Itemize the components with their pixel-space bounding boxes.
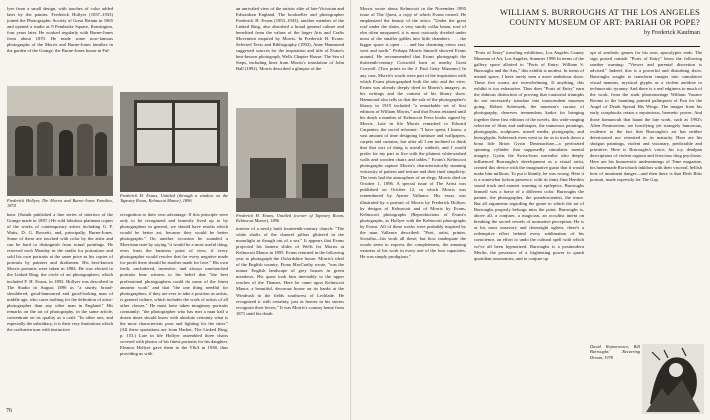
left-col1-bottom-text bbox=[7, 212, 113, 410]
photo-morris-burne-jones-families bbox=[7, 86, 113, 196]
paragraph: ham. (Sutnik published a fine series of interiors of the Grange made in 1887.) He sold fabulous platinum copies of the works of contemporary artists including G. F. Watts, D. G. Rossetti, and, principally, Burne-Jones. Some of these are touched with color by the artist and can be hard to distinguish from actual paintings. He reserved each Monday in the studio for portraiture and sold his own portraits at the same price as his copies of portraits by painters and draftsmen. His best-known Morris portraits were taken in 1884. He was elected to the Linked Ring, the circle of art photographers, which included F. H. Evans, in 1892. Hollyer was described in The Studio in August 1896 as "a sturdy, broad-shouldered, good-humoured and good-looking man of middle age, who cares nothing for the definition of artist-photographer than any other man in England." His remarks on the art of photography, in the same article, concentrate on its quality as a craft: "In other arts, and especially the subsidiary, it is their very limitations which the craftsmen turn with instinctive bbox=[7, 212, 113, 332]
left-col1-top-text bbox=[7, 6, 113, 84]
paragraph: opt of aesthetic genres for his own, apocalyptic ends. The sign posted outside "Ports of Entry" bears the following somber warning: "Viewer and parental discretion is advised." Indeed, this is a powerful and disturbing show. Burroughs sought to transform images into cumulative visual mantras, mystical glyphs as a violent antidote to technocratic tyranny. And there is a real edginess to much of the work, from the stark photomontage William Vaxaire Rooms to the haunting painted palimpsest of Fun for the Angel of Death Spread His Wings. The images from his early scrapbooks retain a mysterious, hermetic power. And those homunculi that haunt the late work, such as 1992's Alien Postmortem, are horrifying yet strangely humorous, evidence to the fact that Burroughs's art has neither deteriorated nor retreated in its maturity. Here are his shotgun paintings, violent and visionary, predictable and primitive. Here is Burroughs's voice, his icy, deadpan descriptions of violent orgasm and ferocious drug psychosis. Here are his homoerotic underminings of Time magazine, his homemade Rorschach inkblots with their visceral, hellish host of imminent danger—and then there is that Herb Ritts portrait, made expressly for The Gap. bbox=[590, 50, 702, 182]
photo4-caption: David Wojnarowicz, Bill Burroughs' Recurring Dream, 1978 bbox=[590, 344, 640, 360]
paragraph: an unrivaled view of the artistic elite of late-Victorian and Edwardian England. The bookseller and photographer Frederick H. Evans (1853–1943), another member of the Linked Ring, also absorbed a broad general culture and benefited from the values of the larger Arts and Crafts Movement inspired by Morris. In Frederick H. Evans: Selected Texts and Bibliography (1992), Anne Hammond suggested sources for the inspiration and title of Evans's best-known photograph, Wells Chapter House: The Sea of Steps, including lines from Morris's translation of John Ball (1892). Morris described a glimpse of the bbox=[236, 6, 344, 72]
artwork-drawing bbox=[642, 344, 704, 414]
paragraph: interior of a newly built fourteenth-century church: "The white shafts of the chancel pillars glittered in the moonlight as though out of a sea." It appears that Evans projected his lantern slides of Wells for Morris at Kelmscott Manor in 1895. Evans returned in the following year to photograph the Oxfordshire house. Morris's ideal of the English country, Fiona MacCarthy wrote, "was the manor English landscape of grey houses in green meadows. His quest took him inevitably to the upper reaches of the Thames. Here he came upon Kelmscott Manor, a beautiful, decorous house on its banks at the Windrush in the fields southwest of Lechlade. He recognized it with certainty, just as heroes in his stories recognize their lovers." It was Morris's country home from 1871 until his death. bbox=[236, 226, 344, 316]
right-col2-text bbox=[474, 50, 584, 410]
paragraph: Morris wrote about Kelmscott in the November 1895 issue of The Quest, a copy of which Evans owned. He emphasized the beauty of the attics: "Under the great roof under the slates, a very sturdy collar beam, roof of elm often unsquared, it is most curiously divided under most of the smaller gables into little chambers . . . the bigger space is open . . . and has charming views east, west and north." Perhaps Morris himself showed Evans around. He recommended that Evans photograph the thirteenth-century Cotswold barn at nearby Great Coxwell. (Two prints in the J. Paul Getty Museum.) In any case, Morris's words were part of the inspiration with which Evans photographed both the attic and the view. Evans was already deeply dyed in Morris's imagery, as his writings and the content of his library show. Hammond also tells us that the sale of the photographer's library in 1919 included "a remarkable set of first editions of William Morris," and that Evans retained until his death a number of Kelmscott Press books signed by Morris. Late in life Morris remarked to Edward Carpenter, the social reformer: "I have spent, I know, a vast amount of time designing furniture and wallpapers, carpets and curtains; but after all I am inclined to think that that sort of thing is mostly rubbish, and I would prefer for my part to live with the plainest whitewashed walls and wooden chairs and tables." Evans's Kelmscott photographs capture Morris's characteristically stunning virtuosity of pattern and texture and their final simplicity. The texts had the atmosphere of an elegy. Morris died on October 1, 1896. A special issue of The Artist was published on October 12, in which Morris was remembered by Aymer Vallance. His essay was illustrated by a portrait of Morris by Frederick Hollyer, by designs of Kelmscott and of Morris by Evans, Kelmscott photographs (Reproductions of Evans's photographs, as Hollyer with the Kelmscott photographs by Evans. All of these works were probably inspired by the man Vallance described: "Poet, artist, printer, Socialist—his work all these; but how inadequate the words seem to express the completeness, the amazing vastness of his work in every one of the four capacities. He was simply prodigious." bbox=[360, 6, 466, 259]
artwork-wojnarowicz-dream bbox=[642, 344, 704, 414]
photo-evans-tapestry-window bbox=[120, 92, 228, 192]
photo1-caption: Frederick Hollyer, The Morris and Burne-Jones Families, 1874 bbox=[7, 198, 113, 209]
left-col3-top-text bbox=[236, 6, 344, 106]
paragraph: recognition to their own advantage. If this principle were only to be recognized and honestly lived up to by photographers in general, we should have results which would be better art, because they would be better photographs." On another occasion he sounded a Morrisian note by saying "it would be a most useful thing, even from the business point of view, if every photographer would resolve that for every negative made for profit there should be another made for love." His own fresh, uncluttered, inventive, and always unretouched portraits bear witness to his belief that "the best professional photographers could do some of the finest amateur work" and that "the one thing needful for photographers, if they are ever to take a position as artists, is general culture, which includes the work of artists of all other classes." He must have taken imaginary portraits constantly: "the photographer who has met a man half a dozen times should know with absolute certainty what is the most characteristic pose and lighting for the sitter." (All these quotations are from Harker, The Linked Ring, p. 153.) Late in life Hollyer assembled three chairs covered with photos of his finest portraits for his daughter. Eleanor Hollyer gave them to the V&A in 1938, thus providing us with bbox=[120, 212, 228, 357]
article-title: WILLIAM S. BURROUGHS AT THE LOS ANGELES COUNTY MUSEUM OF ART: PARIAH OR POPE? bbox=[499, 7, 700, 27]
right-page bbox=[352, 0, 710, 420]
photo-evans-tapestry-corner bbox=[236, 108, 344, 212]
photo2-caption: Frederick H. Evans, Untitled (through a window on the Tapestry Room, Kelmscott Manor), 1896 bbox=[120, 193, 228, 204]
photo3-caption: Frederick H. Evans, Untitled (corner of Tapestry Room, Kelmscott Manor), 1896 bbox=[236, 213, 344, 224]
left-page bbox=[0, 0, 351, 420]
paragraph: lyer from a small design, with touches of color added later by the painter. Frederick Hollyer (1837–1933) joined the Photographic Society of Great Britain in 1865 and opened a studio at 9 Pembroke Square, Kensington, four years later. He worked regularly with Burne-Jones from about 1870. He made some now-famous photographs of the Morris and Burne-Jones families in the garden of the Grange, the Burne-Jones house in Ful- bbox=[7, 6, 113, 54]
article-header bbox=[474, 8, 700, 36]
right-col3-text bbox=[590, 50, 702, 342]
paragraph: "Ports of Entry" traveling exhibition, Los Angeles County Museum of Art, Los Angeles, Summer 1996 In terms of the gallery space allotted to "Ports of Entry: William S. Burroughs and the Arts," this exhibit is modest. In terms of mental space, I have rarely seen a more ambitious show. These five rooms are overwhelming. If anything, this exhibit is too exhaustive. Thus does "Ports of Entry" earn the dubious distinction of proving that curatorial triumphs do not necessarily translate into transcendent museum going. Robert Sobieszek, the museum's curator of photography, deserves tremendous kudos for bringing together these first editions of the novels, this wide-ranging selection of films and audiotapes, the numerous paintings, photographs, sculptures, mixed media, pictographs, and hieroglyphs. Sobieszek even went so far as to track down a bona fide Brion Gysin Dreamachine—a perforated spinning cylinder that supposedly stimulates mental imagery. Gysin, the Swiss-born surrealist who deeply influenced Burroughs's development as a visual artist, created this device with the imaginative gusto that it would make him millions. To put it bluntly, he was wrong. Here it is a somewhat forlorn presence, with its tinny Jimi Hendrix sound track and earnest warning to epileptics. Burroughs himself was a horse of a different color. Burroughs the painter, the photographer, the pseudoscientist, the muse. But all arguments regarding the genre to which the art of Burroughs properly belongs miss the point. Burroughs is, above all, a conjurer, a magician, an occultist intent on breaking the sacred vessels of normative perception. He is at his most unsavory and downright ugliest, there's a redemptive effort behind every sublimation of his conscience, an effort to undo the cultural spell with which we've all been hypnotized. Burroughs is a postmodern Merlin, the possessor of a frightening power to quash quotidian taxonomies, and to conjure up bbox=[474, 50, 584, 261]
left-col3-bottom-text bbox=[236, 226, 344, 410]
header-rule bbox=[474, 46, 700, 47]
left-col2-bottom-text bbox=[120, 212, 228, 410]
right-col1-text bbox=[360, 6, 466, 410]
article-byline: by Frederick Kaufman bbox=[643, 29, 700, 37]
page-number: 76 bbox=[6, 408, 12, 414]
